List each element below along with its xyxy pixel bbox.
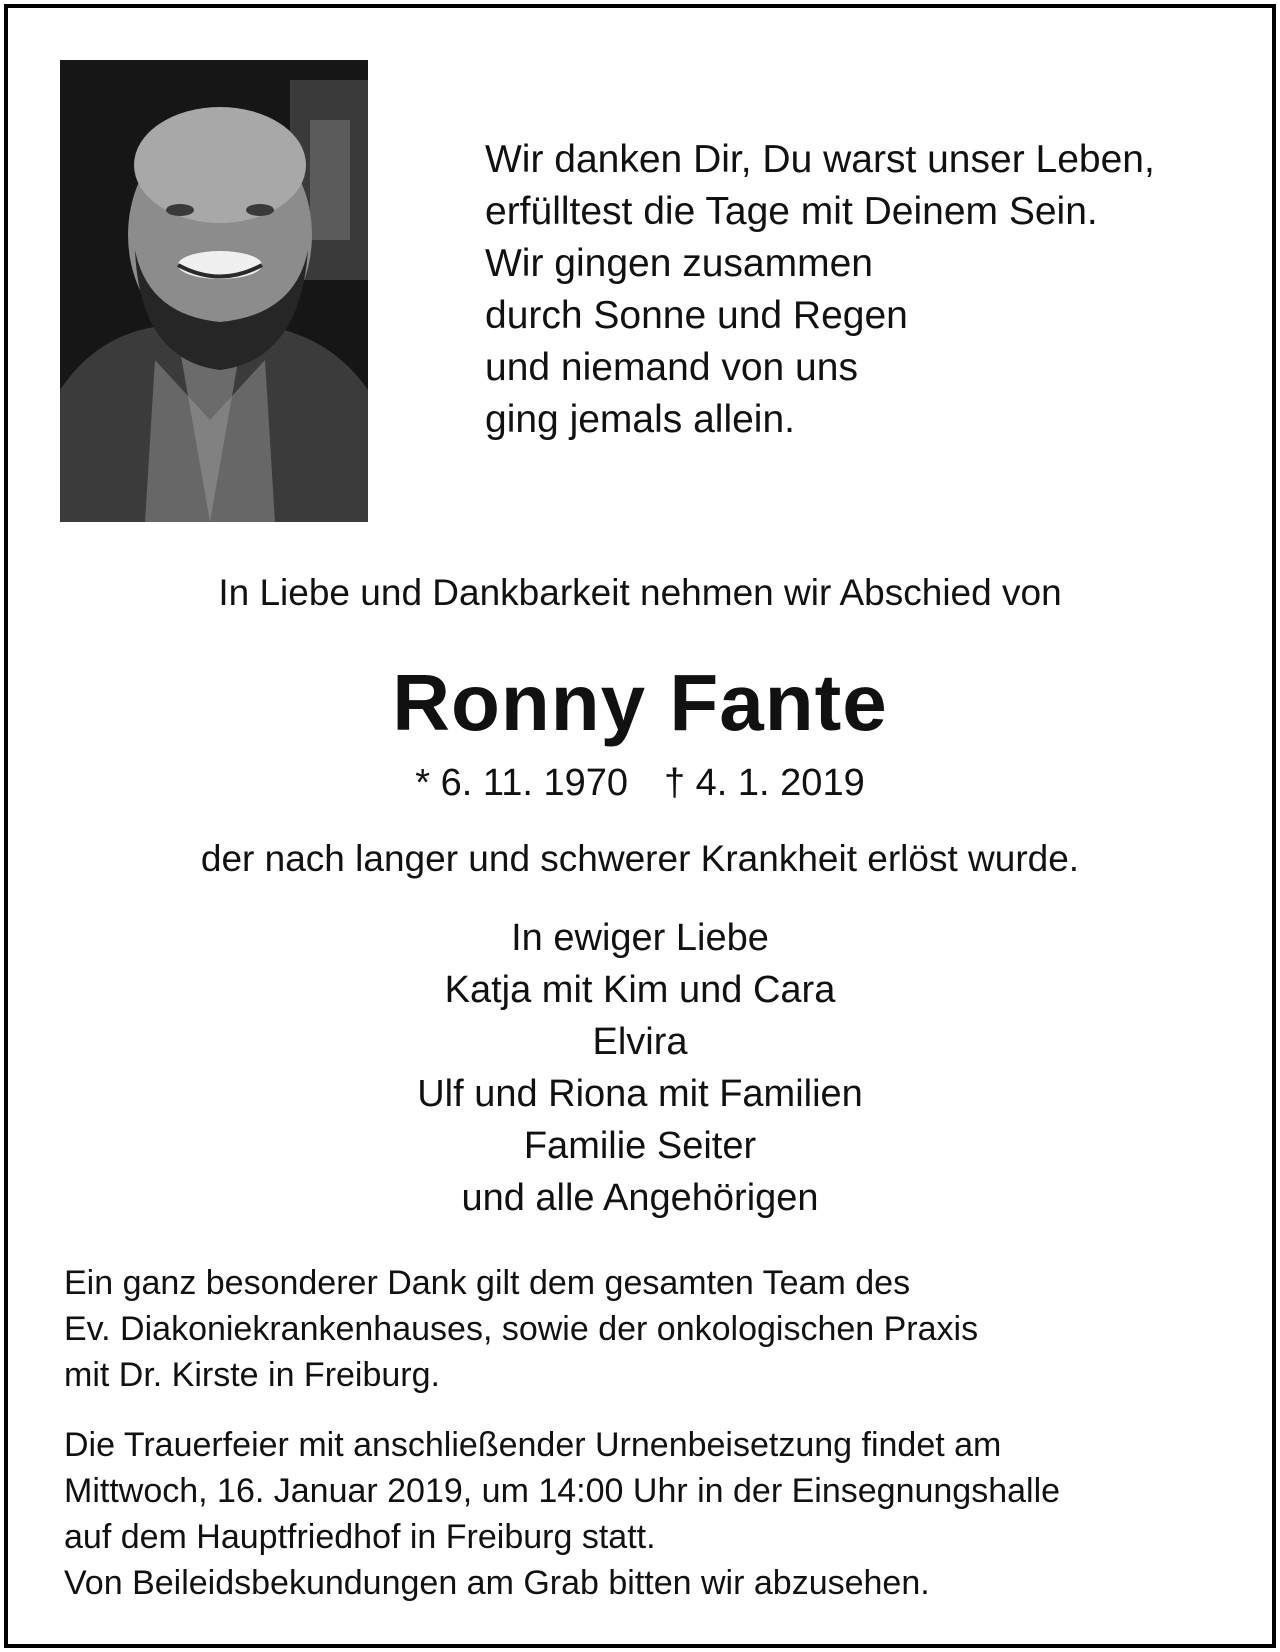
poem-line: erfülltest die Tage mit Deinem Sein. [485,190,1098,233]
family-line: In ewiger Liebe [511,917,769,959]
thanks-line: mit Dr. Kirste in Freiburg. [64,1356,440,1394]
thanks-line: Ein ganz besonderer Dank gilt dem gesamten Team des [64,1264,911,1302]
portrait-photo [60,60,368,522]
thanks-line: Ev. Diakoniekrankenhauses, sowie der onkologischen Praxis [64,1310,979,1348]
death-date: † 4. 1. 2019 [663,762,865,804]
funeral-line: Mittwoch, 16. Januar 2019, um 14:00 Uhr in der Einsegnungshalle [64,1472,1061,1510]
thanks-paragraph [64,1260,1254,1398]
poem [485,134,1255,446]
portrait-icon [60,60,368,522]
family-line: und alle Angehörigen [461,1177,819,1219]
obituary-frame [4,4,1276,1648]
poem-line: Wir danken Dir, Du warst unser Leben, [485,138,1155,181]
family-line: Familie Seiter [523,1125,757,1167]
deceased-name: Ronny Fante [392,658,888,747]
funeral-paragraph [64,1422,1254,1606]
family-line: Ulf und Riona mit Familien [417,1073,863,1115]
funeral-line: Von Beileidsbekundungen am Grab bitten wir abzusehen. [64,1564,930,1602]
poem-line: ging jemals allein. [485,398,796,441]
family-line: Katja mit Kim und Cara [444,969,836,1011]
poem-line: und niemand von uns [485,346,858,389]
birth-date: * 6. 11. 1970 [415,762,628,804]
poem-line: durch Sonne und Regen [485,294,908,337]
funeral-line: Die Trauerfeier mit anschließender Urnenbeisetzung findet am [64,1426,1002,1464]
family-line: Elvira [592,1021,688,1063]
family-signatures [8,912,1272,1224]
released-text: der nach langer und schwerer Krankheit erlöst wurde. [200,838,1080,879]
funeral-line: auf dem Hauptfriedhof in Freiburg statt. [64,1518,656,1556]
life-dates [8,760,1272,806]
farewell-intro: In Liebe und Dankbarkeit nehmen wir Abschied von [218,572,1062,613]
poem-line: Wir gingen zusammen [485,242,873,285]
